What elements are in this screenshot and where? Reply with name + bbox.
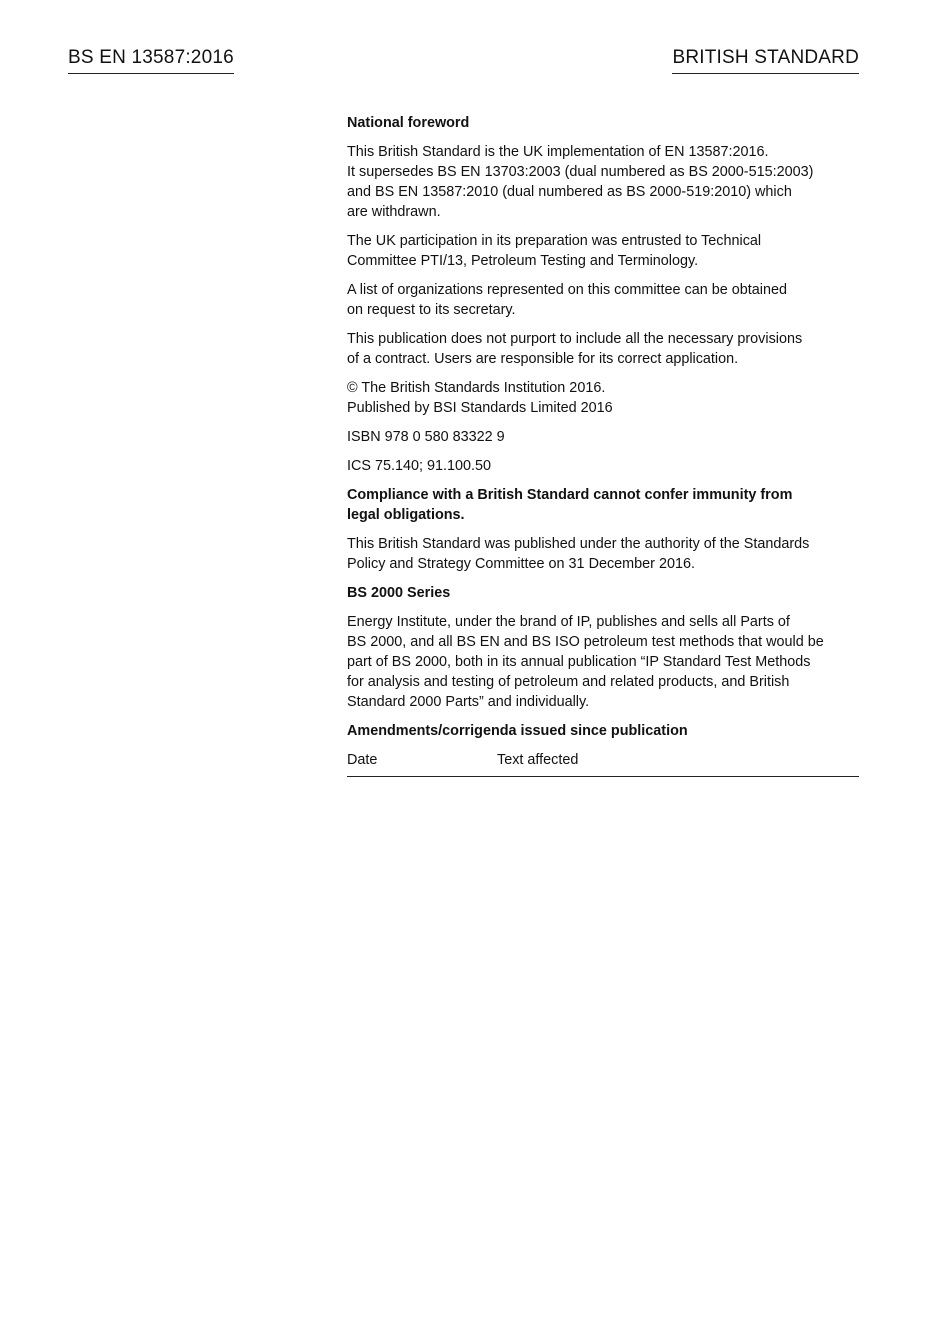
committee-paragraph [347,231,859,271]
compliance-statement [347,485,859,525]
text-line: The UK participation in its preparation was entrusted to Technical [347,233,762,249]
text-line: It supersedes BS EN 13703:2003 (dual numbered as BS 2000-515:2003) [347,164,814,180]
national-foreword [347,113,859,777]
text-line: This British Standard is the UK implementation of EN 13587:2016. [347,144,769,160]
column-header-text-affected: Text affected [497,752,579,768]
copyright-paragraph [347,378,859,418]
amendments-title: Amendments/corrigenda issued since publication [347,723,688,739]
text-line: Committee PTI/13, Petroleum Testing and Terminology. [347,253,699,269]
text-line: Compliance with a British Standard cannot confer immunity from [347,487,793,503]
disclaimer-paragraph [347,329,859,369]
foreword-title: National foreword [347,115,470,131]
authority-paragraph [347,534,859,574]
isbn: ISBN 978 0 580 83322 9 [347,429,505,445]
text-line: BS 2000, and all BS EN and BS ISO petroleum test methods that would be [347,634,824,650]
text-line: Policy and Strategy Committee on 31 December 2016. [347,556,695,572]
document-id-header: BS EN 13587:2016 [68,46,234,74]
text-line: are withdrawn. [347,204,441,220]
series-paragraph [347,612,859,712]
text-line: Published by BSI Standards Limited 2016 [347,400,613,416]
text-line: A list of organizations represented on this committee can be obtained [347,282,787,298]
text-line: and BS EN 13587:2010 (dual numbered as BS 2000-519:2010) which [347,184,792,200]
series-title: BS 2000 Series [347,585,451,601]
text-line: for analysis and testing of petroleum and related products, and British [347,674,790,690]
text-line: on request to its secretary. [347,302,516,318]
text-line: part of BS 2000, both in its annual publication “IP Standard Test Methods [347,654,811,670]
text-line: legal obligations. [347,507,465,523]
ics-codes: ICS 75.140; 91.100.50 [347,458,492,474]
implementation-paragraph [347,142,859,222]
text-line: This publication does not purport to include all the necessary provisions [347,331,803,347]
text-line: of a contract. Users are responsible for its correct application. [347,351,739,367]
text-line: This British Standard was published under the authority of the Standards [347,536,810,552]
standard-type-header: BRITISH STANDARD [672,46,859,74]
amendments-table [347,750,859,777]
text-line: Energy Institute, under the brand of IP, publishes and sells all Parts of [347,614,790,630]
text-line: © The British Standards Institution 2016. [347,380,606,396]
column-header-date: Date [347,752,378,768]
organizations-paragraph [347,280,859,320]
text-line: Standard 2000 Parts” and individually. [347,694,590,710]
